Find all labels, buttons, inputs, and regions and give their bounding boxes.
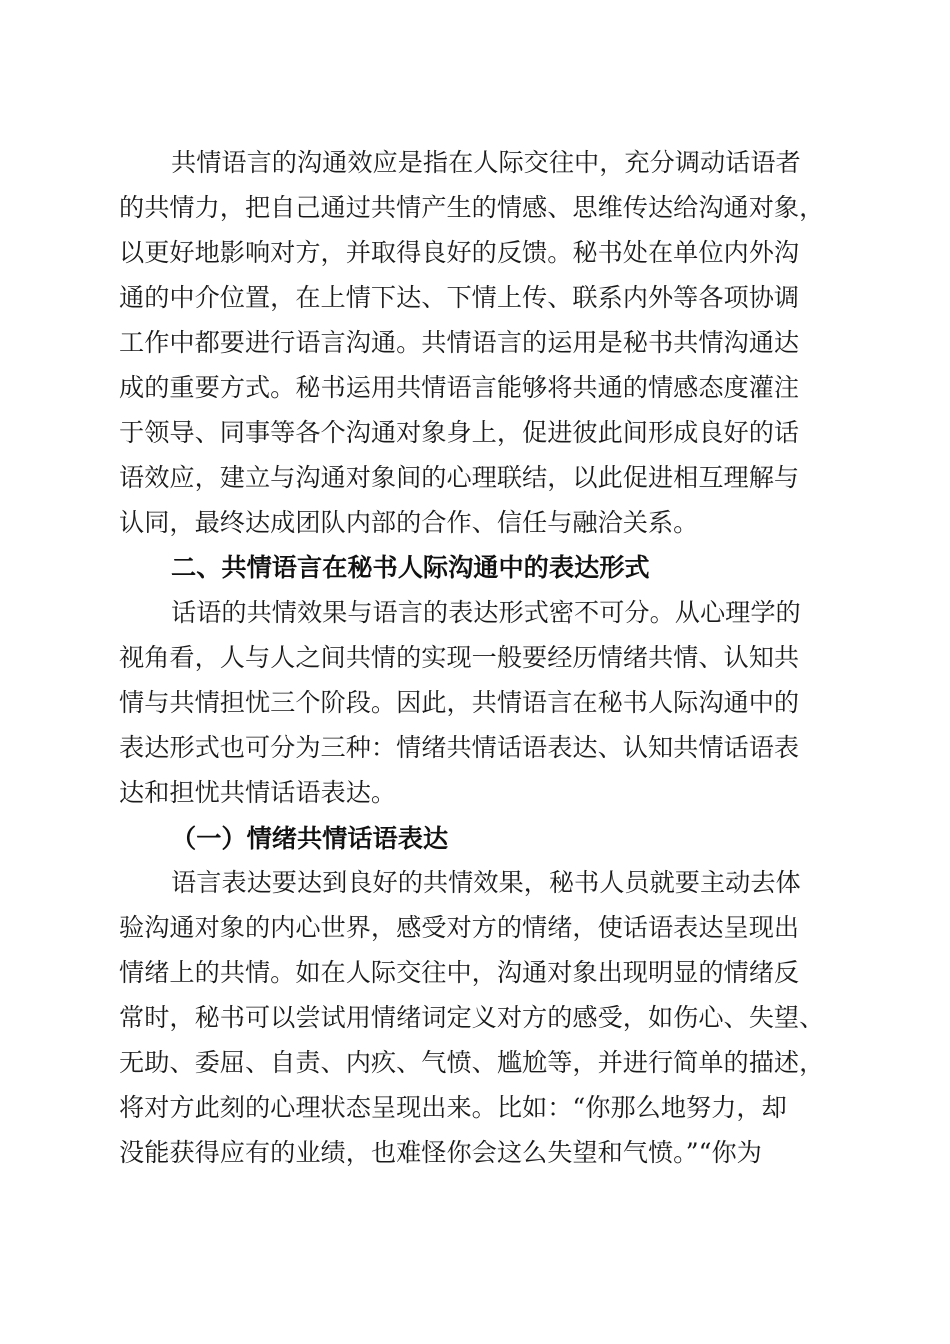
subsection-heading: （一）情绪共情话语表达 <box>171 823 449 853</box>
paragraph-3-line-4: 常时，秘书可以尝试用情绪词定义对方的感受，如伤心、失望、 <box>119 1003 825 1032</box>
paragraph-1-line-7: 于领导、同事等各个沟通对象身上，促进彼此间形成良好的话 <box>119 418 800 447</box>
paragraph-1-line-4: 通的中介位置，在上情下达、下情上传、联系内外等各项协调 <box>119 283 800 312</box>
paragraph-3-line-7: 没能获得应有的业绩，也难怪你会这么失望和气愤。”“你为 <box>119 1138 762 1167</box>
paragraph-2-line-5: 达和担忧共情话语表达。 <box>119 778 397 807</box>
paragraph-3-line-6: 将对方此刻的心理状态呈现出来。比如：“你那么地努力，却 <box>119 1093 787 1122</box>
paragraph-1-line-6: 成的重要方式。秘书运用共情语言能够将共通的情感态度灌注 <box>119 373 800 402</box>
paragraph-3-line-1: 语言表达要达到良好的共情效果，秘书人员就要主动去体 <box>171 868 801 897</box>
paragraph-1-line-3: 以更好地影响对方，并取得良好的反馈。秘书处在单位内外沟 <box>119 238 800 267</box>
paragraph-1-line-2: 的共情力，把自己通过共情产生的情感、思维传达给沟通对象， <box>119 193 825 222</box>
paragraph-1-line-5: 工作中都要进行语言沟通。共情语言的运用是秘书共情沟通达 <box>119 328 800 357</box>
paragraph-1-line-8: 语效应，建立与沟通对象间的心理联结，以此促进相互理解与 <box>119 463 800 492</box>
section-heading: 二、共情语言在秘书人际沟通中的表达形式 <box>171 553 650 582</box>
paragraph-1-line-1: 共情语言的沟通效应是指在人际交往中，充分调动话语者 <box>171 148 801 177</box>
paragraph-2-line-2: 视角看，人与人之间共情的实现一般要经历情绪共情、认知共 <box>119 643 800 672</box>
paragraph-2-line-3: 情与共情担忧三个阶段。因此，共情语言在秘书人际沟通中的 <box>119 688 800 717</box>
paragraph-1-line-9: 认同，最终达成团队内部的合作、信任与融洽关系。 <box>119 508 699 537</box>
paragraph-3-line-3: 情绪上的共情。如在人际交往中，沟通对象出现明显的情绪反 <box>119 958 800 987</box>
paragraph-2-line-4: 表达形式也可分为三种：情绪共情话语表达、认知共情话语表 <box>119 733 800 762</box>
paragraph-2-line-1: 话语的共情效果与语言的表达形式密不可分。从心理学的 <box>171 598 801 627</box>
paragraph-3-line-5: 无助、委屈、自责、内疚、气愤、尴尬等，并进行简单的描述， <box>119 1048 825 1077</box>
paragraph-3-line-2: 验沟通对象的内心世界，感受对方的情绪，使话语表达呈现出 <box>119 913 800 942</box>
